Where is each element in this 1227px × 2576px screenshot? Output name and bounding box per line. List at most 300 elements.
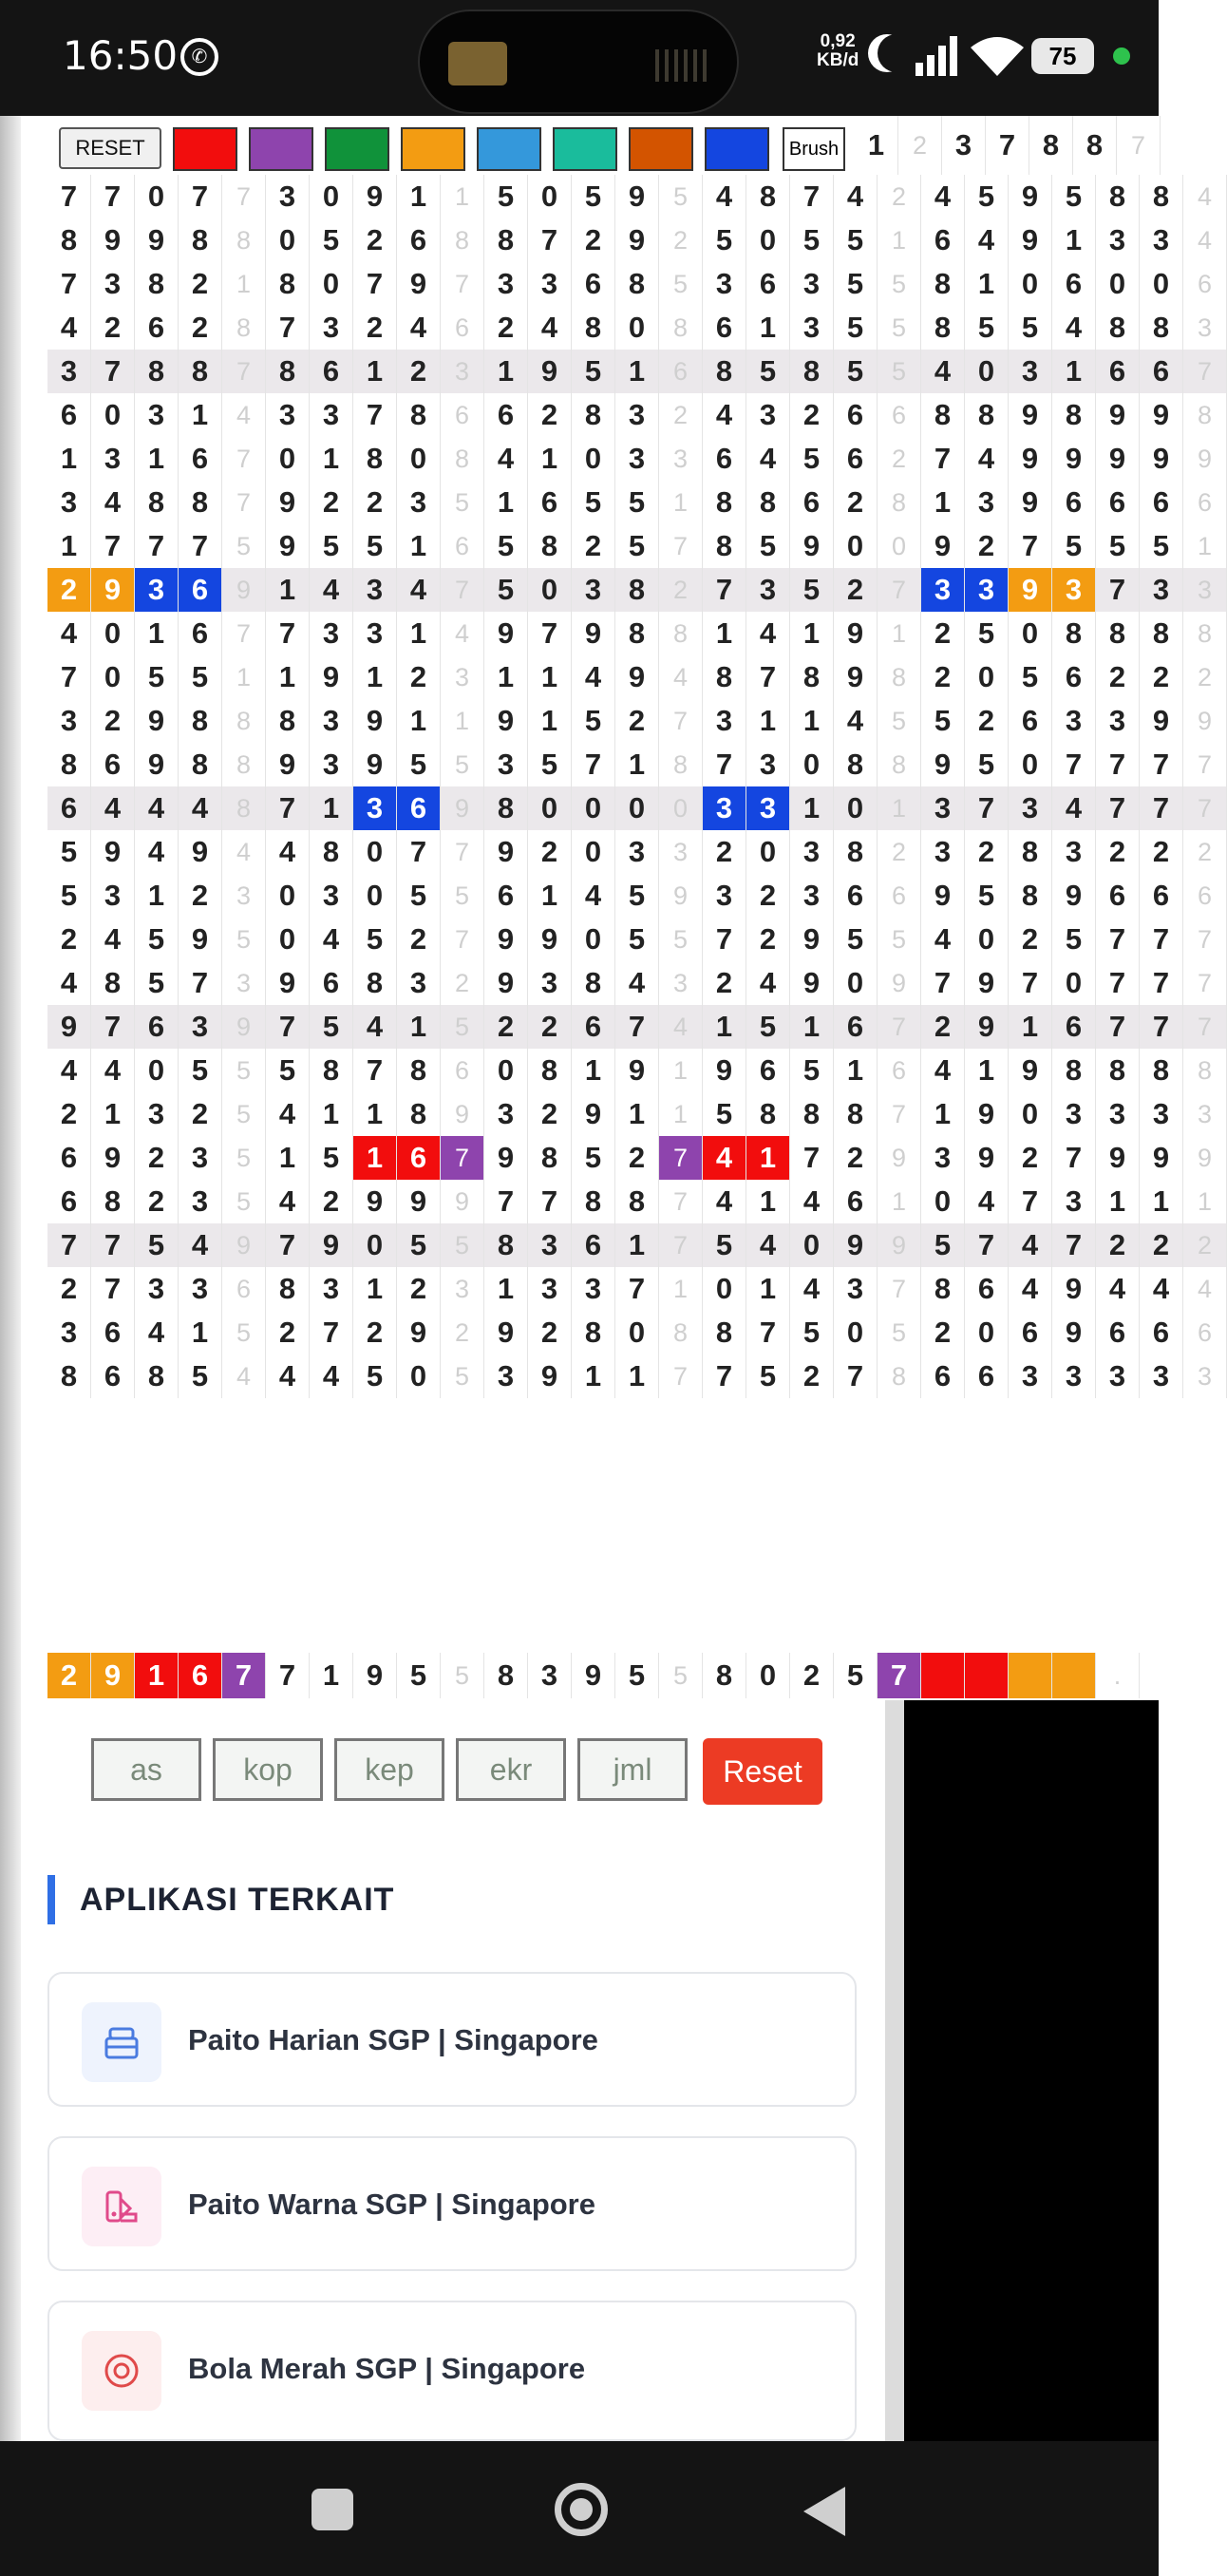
- digit-cell[interactable]: 1: [1052, 350, 1096, 393]
- digit-cell[interactable]: 8: [1009, 874, 1052, 918]
- digit-cell[interactable]: 7: [91, 1005, 135, 1049]
- digit-cell[interactable]: 6: [1096, 481, 1140, 524]
- digit-cell[interactable]: 4: [703, 1180, 746, 1223]
- digit-cell[interactable]: 3: [528, 1653, 572, 1698]
- digit-cell[interactable]: 5: [878, 306, 921, 350]
- digit-cell[interactable]: 1: [615, 743, 659, 786]
- digit-cell[interactable]: 1: [310, 437, 353, 481]
- digit-cell[interactable]: 1: [659, 1092, 703, 1136]
- digit-cell[interactable]: 9: [834, 612, 878, 655]
- digit-cell[interactable]: 7: [266, 1223, 310, 1267]
- digit-cell[interactable]: 5: [222, 1180, 266, 1223]
- digit-cell[interactable]: 1: [484, 1267, 528, 1311]
- digit-cell[interactable]: 8: [878, 655, 921, 699]
- digit-cell[interactable]: 3: [1140, 1354, 1183, 1398]
- digit-cell[interactable]: 1: [484, 481, 528, 524]
- digit-cell[interactable]: 9: [572, 1092, 615, 1136]
- digit-cell[interactable]: 0: [266, 437, 310, 481]
- digit-cell[interactable]: 5: [310, 524, 353, 568]
- digit-cell[interactable]: 0: [484, 1049, 528, 1092]
- brush-button[interactable]: Brush: [783, 127, 845, 171]
- digit-cell[interactable]: 2: [790, 1653, 834, 1698]
- digit-cell[interactable]: 6: [1009, 699, 1052, 743]
- as-button[interactable]: as: [91, 1738, 201, 1801]
- digit-cell[interactable]: 8: [921, 1267, 965, 1311]
- digit-cell[interactable]: 6: [1009, 1311, 1052, 1354]
- digit-cell[interactable]: 9: [266, 481, 310, 524]
- digit-cell[interactable]: 8: [135, 350, 179, 393]
- digit-cell[interactable]: 6: [878, 1049, 921, 1092]
- digit-cell[interactable]: 0: [790, 743, 834, 786]
- digit-cell[interactable]: 4: [834, 175, 878, 218]
- digit-cell[interactable]: 4: [47, 961, 91, 1005]
- highlight-cell[interactable]: [921, 1653, 965, 1698]
- digit-cell[interactable]: 5: [965, 306, 1009, 350]
- digit-cell[interactable]: 6: [1140, 874, 1183, 918]
- digit-cell[interactable]: 7: [1009, 1180, 1052, 1223]
- digit-cell[interactable]: 8: [266, 1267, 310, 1311]
- digit-cell[interactable]: 8: [1052, 393, 1096, 437]
- digit-cell[interactable]: 4: [965, 1180, 1009, 1223]
- digit-cell[interactable]: 4: [179, 1223, 222, 1267]
- digit-cell[interactable]: 1: [1052, 218, 1096, 262]
- digit-cell[interactable]: 9: [91, 568, 135, 612]
- digit-cell[interactable]: 8: [746, 1092, 790, 1136]
- digit-cell[interactable]: 3: [484, 743, 528, 786]
- digit-cell[interactable]: 8: [659, 612, 703, 655]
- digit-cell[interactable]: 1: [528, 437, 572, 481]
- digit-cell[interactable]: 9: [1183, 699, 1227, 743]
- digit-cell[interactable]: 8: [572, 961, 615, 1005]
- digit-cell[interactable]: 8: [179, 350, 222, 393]
- digit-cell[interactable]: 3: [834, 1267, 878, 1311]
- digit-cell[interactable]: 8: [47, 743, 91, 786]
- digit-cell[interactable]: 5: [703, 218, 746, 262]
- digit-cell[interactable]: 7: [222, 612, 266, 655]
- digit-cell[interactable]: 6: [572, 1223, 615, 1267]
- digit-cell[interactable]: 1: [1183, 524, 1227, 568]
- digit-cell[interactable]: 5: [179, 655, 222, 699]
- digit-cell[interactable]: 2: [746, 918, 790, 961]
- digit-cell[interactable]: 6: [91, 1311, 135, 1354]
- digit-cell[interactable]: 5: [397, 874, 441, 918]
- digit-cell[interactable]: 8: [528, 524, 572, 568]
- digit-cell[interactable]: 4: [397, 568, 441, 612]
- digit-cell[interactable]: 0: [1096, 262, 1140, 306]
- digit-cell[interactable]: 1: [790, 612, 834, 655]
- digit-cell[interactable]: 8: [1096, 175, 1140, 218]
- digit-cell[interactable]: 7: [310, 1311, 353, 1354]
- digit-cell[interactable]: 8: [615, 568, 659, 612]
- digit-cell[interactable]: 0: [615, 1311, 659, 1354]
- digit-cell[interactable]: 9: [135, 218, 179, 262]
- digit-cell[interactable]: 3: [310, 306, 353, 350]
- digit-cell[interactable]: 7: [1140, 743, 1183, 786]
- digit-cell[interactable]: 3: [47, 1311, 91, 1354]
- digit-cell[interactable]: 7: [1052, 1136, 1096, 1180]
- digit-cell[interactable]: 8: [1096, 1049, 1140, 1092]
- digit-cell[interactable]: 0: [615, 306, 659, 350]
- digit-cell[interactable]: 2: [310, 1180, 353, 1223]
- digit-cell[interactable]: 1: [441, 699, 484, 743]
- digit-cell[interactable]: 3: [397, 961, 441, 1005]
- digit-cell[interactable]: 0: [965, 350, 1009, 393]
- digit-cell[interactable]: 7: [1096, 918, 1140, 961]
- digit-cell[interactable]: 3: [965, 568, 1009, 612]
- back-icon[interactable]: [803, 2487, 845, 2536]
- digit-cell[interactable]: 3: [1052, 568, 1096, 612]
- digit-cell[interactable]: 7: [965, 786, 1009, 830]
- digit-cell[interactable]: 1: [47, 437, 91, 481]
- digit-cell[interactable]: 4: [921, 918, 965, 961]
- digit-cell[interactable]: 5: [441, 743, 484, 786]
- digit-cell[interactable]: 2: [1140, 1223, 1183, 1267]
- digit-cell[interactable]: 8: [572, 1180, 615, 1223]
- digit-cell[interactable]: 4: [91, 481, 135, 524]
- digit-cell[interactable]: 1: [353, 1267, 397, 1311]
- digit-cell[interactable]: 6: [441, 306, 484, 350]
- digit-cell[interactable]: 4: [572, 874, 615, 918]
- digit-cell[interactable]: 3: [179, 1005, 222, 1049]
- digit-cell[interactable]: 8: [1140, 306, 1183, 350]
- digit-cell[interactable]: 5: [353, 1354, 397, 1398]
- digit-cell[interactable]: 5: [1052, 918, 1096, 961]
- digit-cell[interactable]: 9: [1009, 568, 1052, 612]
- digit-cell[interactable]: 5: [222, 1311, 266, 1354]
- digit-cell[interactable]: 3: [310, 874, 353, 918]
- digit-cell[interactable]: 7: [746, 655, 790, 699]
- digit-cell[interactable]: 1: [703, 1005, 746, 1049]
- digit-cell[interactable]: 2: [1096, 655, 1140, 699]
- digit-cell[interactable]: 5: [222, 1136, 266, 1180]
- digit-cell[interactable]: 2: [703, 830, 746, 874]
- digit-cell[interactable]: 7: [353, 393, 397, 437]
- digit-cell[interactable]: 3: [1052, 1354, 1096, 1398]
- digit-cell[interactable]: 9: [1052, 1311, 1096, 1354]
- digit-cell[interactable]: 9: [353, 175, 397, 218]
- digit-cell[interactable]: 7: [659, 524, 703, 568]
- digit-cell[interactable]: 5: [47, 830, 91, 874]
- digit-cell[interactable]: 5: [790, 568, 834, 612]
- digit-cell[interactable]: 4: [834, 699, 878, 743]
- digit-cell[interactable]: 8: [703, 1311, 746, 1354]
- digit-cell[interactable]: 7: [222, 175, 266, 218]
- digit-cell[interactable]: 5: [47, 874, 91, 918]
- digit-cell[interactable]: 2: [878, 437, 921, 481]
- digit-cell[interactable]: 9: [572, 1653, 615, 1698]
- digit-cell[interactable]: 2: [528, 393, 572, 437]
- digit-cell[interactable]: 6: [572, 1005, 615, 1049]
- digit-cell[interactable]: 7: [91, 1267, 135, 1311]
- digit-cell[interactable]: 3: [441, 655, 484, 699]
- digit-cell[interactable]: 1: [790, 786, 834, 830]
- digit-cell[interactable]: 3: [746, 743, 790, 786]
- related-app-card[interactable]: [47, 2301, 857, 2441]
- digit-cell[interactable]: 5: [878, 699, 921, 743]
- digit-cell[interactable]: 8: [397, 1049, 441, 1092]
- digit-cell[interactable]: 3: [353, 568, 397, 612]
- digit-cell[interactable]: 5: [659, 175, 703, 218]
- digit-cell[interactable]: 2: [965, 524, 1009, 568]
- digit-cell[interactable]: 5: [441, 1653, 484, 1698]
- digit-cell[interactable]: 2: [1096, 830, 1140, 874]
- digit-cell[interactable]: 3: [135, 1092, 179, 1136]
- digit-cell[interactable]: 1: [1183, 1180, 1227, 1223]
- digit-cell[interactable]: 7: [1096, 568, 1140, 612]
- digit-cell[interactable]: 5: [834, 262, 878, 306]
- digit-cell[interactable]: 5: [222, 1049, 266, 1092]
- digit-cell[interactable]: 8: [790, 350, 834, 393]
- digit-cell[interactable]: 6: [746, 262, 790, 306]
- color-swatch[interactable]: [553, 127, 617, 171]
- digit-cell[interactable]: 1: [746, 699, 790, 743]
- digit-cell[interactable]: 1: [397, 524, 441, 568]
- digit-cell[interactable]: 9: [397, 1180, 441, 1223]
- digit-cell[interactable]: 0: [615, 786, 659, 830]
- digit-cell[interactable]: 4: [91, 918, 135, 961]
- digit-cell[interactable]: 4: [1052, 786, 1096, 830]
- color-swatch[interactable]: [477, 127, 541, 171]
- digit-cell[interactable]: 2: [179, 306, 222, 350]
- digit-cell[interactable]: 7: [47, 655, 91, 699]
- digit-cell[interactable]: 9: [266, 524, 310, 568]
- digit-cell[interactable]: 7: [179, 961, 222, 1005]
- digit-cell[interactable]: 8: [834, 1092, 878, 1136]
- digit-cell[interactable]: 2: [834, 481, 878, 524]
- digit-cell[interactable]: 7: [353, 1049, 397, 1092]
- digit-cell[interactable]: 1: [528, 655, 572, 699]
- digit-cell[interactable]: 8: [528, 1136, 572, 1180]
- digit-cell[interactable]: 4: [266, 1354, 310, 1398]
- digit-cell[interactable]: 0: [834, 961, 878, 1005]
- digit-cell[interactable]: 3: [1052, 1092, 1096, 1136]
- digit-cell[interactable]: 6: [179, 437, 222, 481]
- digit-cell[interactable]: 8: [746, 481, 790, 524]
- digit-cell[interactable]: 1: [353, 655, 397, 699]
- digit-cell[interactable]: 4: [266, 1180, 310, 1223]
- digit-cell[interactable]: 0: [135, 175, 179, 218]
- digit-cell[interactable]: 2: [572, 524, 615, 568]
- digit-cell[interactable]: 5: [572, 481, 615, 524]
- digit-cell[interactable]: 5: [572, 350, 615, 393]
- digit-cell[interactable]: 6: [397, 786, 441, 830]
- digit-cell[interactable]: 6: [135, 306, 179, 350]
- digit-cell[interactable]: 0: [310, 262, 353, 306]
- digit-cell[interactable]: 3: [790, 306, 834, 350]
- digit-cell[interactable]: 2: [353, 306, 397, 350]
- digit-cell[interactable]: 0: [572, 918, 615, 961]
- digit-cell[interactable]: 6: [834, 437, 878, 481]
- digit-cell[interactable]: 8: [1052, 1049, 1096, 1092]
- digit-cell[interactable]: 0: [659, 786, 703, 830]
- digit-cell[interactable]: 2: [965, 699, 1009, 743]
- digit-cell[interactable]: 8: [921, 306, 965, 350]
- digit-cell[interactable]: 5: [572, 175, 615, 218]
- digit-cell[interactable]: 2: [659, 218, 703, 262]
- digit-cell[interactable]: 3: [528, 961, 572, 1005]
- digit-cell[interactable]: 9: [484, 830, 528, 874]
- digit-cell[interactable]: 7: [572, 743, 615, 786]
- digit-cell[interactable]: 8: [790, 1092, 834, 1136]
- digit-cell[interactable]: 1: [222, 655, 266, 699]
- digit-cell[interactable]: 8: [135, 481, 179, 524]
- digit-cell[interactable]: 4: [135, 830, 179, 874]
- digit-cell[interactable]: 7: [790, 175, 834, 218]
- digit-cell[interactable]: 5: [441, 481, 484, 524]
- digit-cell[interactable]: 5: [615, 1653, 659, 1698]
- digit-cell[interactable]: 5: [659, 1653, 703, 1698]
- digit-cell[interactable]: 9: [659, 874, 703, 918]
- digit-cell[interactable]: 9: [441, 786, 484, 830]
- digit-cell[interactable]: 4: [266, 830, 310, 874]
- digit-cell[interactable]: 5: [484, 568, 528, 612]
- digit-cell[interactable]: 0: [572, 830, 615, 874]
- digit-cell[interactable]: 1: [615, 1223, 659, 1267]
- digit-cell[interactable]: 8: [1009, 830, 1052, 874]
- digit-cell[interactable]: 2: [353, 1311, 397, 1354]
- digit-cell[interactable]: 6: [746, 1049, 790, 1092]
- digit-cell[interactable]: 7: [441, 830, 484, 874]
- digit-cell[interactable]: 0: [572, 786, 615, 830]
- digit-cell[interactable]: 4: [790, 1267, 834, 1311]
- digit-cell[interactable]: 9: [921, 874, 965, 918]
- digit-cell[interactable]: 4: [222, 1354, 266, 1398]
- digit-cell[interactable]: 3: [1183, 306, 1227, 350]
- digit-cell[interactable]: 8: [1096, 612, 1140, 655]
- digit-cell[interactable]: 5: [441, 874, 484, 918]
- digit-cell[interactable]: 8: [484, 786, 528, 830]
- digit-cell[interactable]: 8: [1073, 116, 1117, 175]
- digit-cell[interactable]: 4: [615, 961, 659, 1005]
- digit-cell[interactable]: 9: [615, 1049, 659, 1092]
- digit-cell[interactable]: 3: [615, 437, 659, 481]
- digit-cell[interactable]: 3: [1140, 218, 1183, 262]
- digit-cell[interactable]: 9: [266, 743, 310, 786]
- digit-cell[interactable]: 9: [1052, 437, 1096, 481]
- digit-cell[interactable]: 8: [878, 481, 921, 524]
- digit-cell[interactable]: 9: [1096, 437, 1140, 481]
- digit-cell[interactable]: 7: [703, 1354, 746, 1398]
- digit-cell[interactable]: 9: [441, 1180, 484, 1223]
- digit-cell[interactable]: 9: [1096, 1136, 1140, 1180]
- digit-cell[interactable]: 7: [1009, 961, 1052, 1005]
- digit-cell[interactable]: 1: [1009, 1005, 1052, 1049]
- digit-cell[interactable]: 8: [179, 699, 222, 743]
- digit-cell[interactable]: 7: [266, 306, 310, 350]
- digit-cell[interactable]: 7: [222, 437, 266, 481]
- digit-cell[interactable]: 4: [746, 437, 790, 481]
- digit-cell[interactable]: 9: [484, 1136, 528, 1180]
- digit-cell[interactable]: 5: [572, 699, 615, 743]
- digit-cell[interactable]: 3: [1009, 786, 1052, 830]
- digit-cell[interactable]: 3: [921, 786, 965, 830]
- digit-cell[interactable]: 1: [921, 1092, 965, 1136]
- digit-cell[interactable]: 6: [1096, 350, 1140, 393]
- digit-cell[interactable]: 9: [222, 1223, 266, 1267]
- digit-cell[interactable]: 7: [790, 1136, 834, 1180]
- digit-cell[interactable]: 8: [310, 830, 353, 874]
- digit-cell[interactable]: 3: [1183, 1354, 1227, 1398]
- digit-cell[interactable]: 9: [222, 1005, 266, 1049]
- digit-cell[interactable]: 4: [222, 830, 266, 874]
- digit-cell[interactable]: 0: [266, 218, 310, 262]
- digit-cell[interactable]: 5: [572, 1136, 615, 1180]
- digit-cell[interactable]: 9: [1009, 393, 1052, 437]
- digit-cell[interactable]: 6: [1052, 481, 1096, 524]
- digit-cell[interactable]: 3: [91, 874, 135, 918]
- digit-cell[interactable]: 8: [572, 1311, 615, 1354]
- digit-cell[interactable]: 7: [986, 116, 1029, 175]
- digit-cell[interactable]: 9: [353, 1180, 397, 1223]
- digit-cell[interactable]: 6: [47, 393, 91, 437]
- digit-cell[interactable]: 3: [135, 393, 179, 437]
- digit-cell[interactable]: 3: [1140, 1092, 1183, 1136]
- digit-cell[interactable]: 8: [222, 699, 266, 743]
- digit-cell[interactable]: 2: [1183, 655, 1227, 699]
- digit-cell[interactable]: 8: [615, 262, 659, 306]
- digit-cell[interactable]: 8: [703, 350, 746, 393]
- digit-cell[interactable]: 8: [1183, 393, 1227, 437]
- digit-cell[interactable]: 8: [615, 612, 659, 655]
- digit-cell[interactable]: 7: [1183, 350, 1227, 393]
- digit-cell[interactable]: 6: [1140, 481, 1183, 524]
- digit-cell[interactable]: 6: [1183, 874, 1227, 918]
- ekr-button[interactable]: ekr: [456, 1738, 566, 1801]
- digit-cell[interactable]: 2: [179, 262, 222, 306]
- digit-cell[interactable]: 5: [790, 437, 834, 481]
- digit-cell[interactable]: 2: [834, 568, 878, 612]
- digit-cell[interactable]: 1: [878, 1180, 921, 1223]
- digit-cell[interactable]: 8: [179, 218, 222, 262]
- digit-cell[interactable]: 5: [703, 1223, 746, 1267]
- digit-cell[interactable]: 8: [1183, 612, 1227, 655]
- digit-cell[interactable]: 8: [1183, 1049, 1227, 1092]
- digit-cell[interactable]: 2: [1183, 830, 1227, 874]
- digit-cell[interactable]: 1: [703, 612, 746, 655]
- digit-cell[interactable]: 3: [659, 437, 703, 481]
- digit-cell[interactable]: 8: [921, 262, 965, 306]
- digit-cell[interactable]: 3: [1140, 568, 1183, 612]
- digit-cell[interactable]: 6: [1183, 262, 1227, 306]
- digit-cell[interactable]: 6: [1052, 262, 1096, 306]
- digit-cell[interactable]: 3: [615, 830, 659, 874]
- digit-cell[interactable]: 2: [179, 874, 222, 918]
- digit-cell[interactable]: 8: [834, 743, 878, 786]
- digit-cell[interactable]: 7: [1183, 1005, 1227, 1049]
- digit-cell[interactable]: 8: [179, 743, 222, 786]
- digit-cell[interactable]: 9: [1009, 481, 1052, 524]
- digit-cell[interactable]: 7: [878, 1005, 921, 1049]
- digit-cell[interactable]: 8: [528, 1049, 572, 1092]
- digit-cell[interactable]: 3: [1052, 1180, 1096, 1223]
- digit-cell[interactable]: 3: [746, 568, 790, 612]
- digit-cell[interactable]: 6: [397, 1136, 441, 1180]
- digit-cell[interactable]: 1: [855, 116, 898, 175]
- digit-cell[interactable]: 2: [878, 175, 921, 218]
- digit-cell[interactable]: 2: [921, 1005, 965, 1049]
- digit-cell[interactable]: 0: [528, 175, 572, 218]
- color-swatch[interactable]: [325, 127, 389, 171]
- digit-cell[interactable]: 3: [572, 568, 615, 612]
- digit-cell[interactable]: 7: [1140, 961, 1183, 1005]
- digit-cell[interactable]: 9: [91, 830, 135, 874]
- digit-cell[interactable]: 2: [921, 655, 965, 699]
- jml-button[interactable]: jml: [577, 1738, 688, 1801]
- digit-cell[interactable]: 1: [790, 699, 834, 743]
- related-app-card[interactable]: [47, 2136, 857, 2271]
- digit-cell[interactable]: 2: [397, 1267, 441, 1311]
- digit-cell[interactable]: 5: [222, 1092, 266, 1136]
